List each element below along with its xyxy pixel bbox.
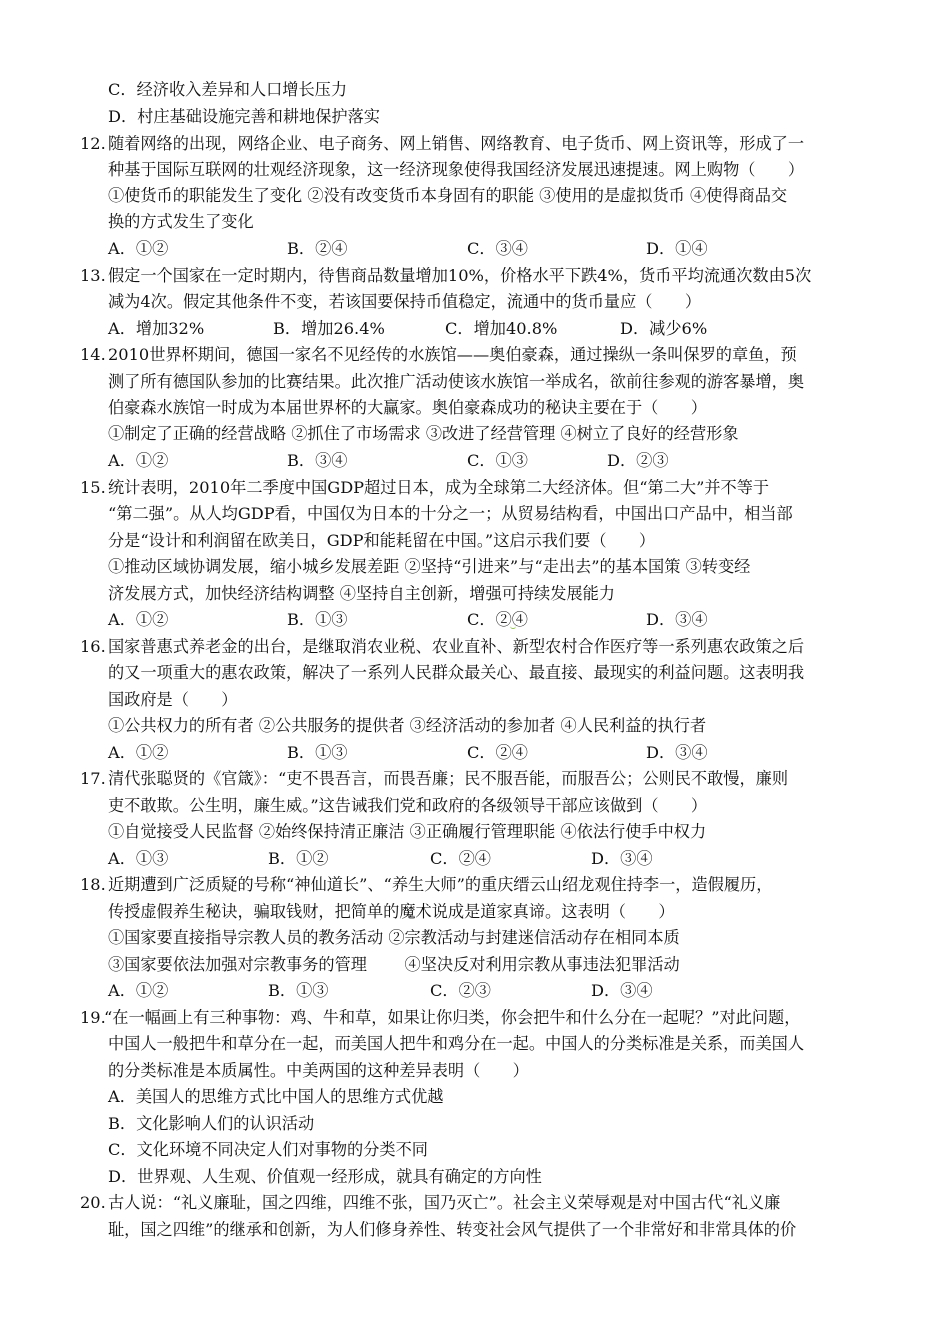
question-text: 测了所有德国队参加的比赛结果。此次推广活动使该水族馆一举成名，欲前往参观的游客暴增，奥: [108, 372, 805, 391]
option-a: A．增加32%: [108, 319, 205, 338]
question-statements: ①公共权力的所有者 ②公共服务的提供者 ③经济活动的参加者 ④人民利益的执行者: [108, 716, 707, 735]
question-number: 15.: [80, 478, 106, 497]
question-statements: ③国家要依法加强对宗教事务的管理 ④坚决反对利用宗教从事违法犯罪活动: [108, 955, 680, 974]
question-number: 12.: [80, 134, 106, 153]
question-text: 吏不敢欺。公生明，廉生威。”这告诫我们党和政府的各级领导干部应该做到（ ）: [108, 796, 708, 815]
option-c: C．①③: [467, 451, 528, 470]
question-text: 种基于国际互联网的壮观经济现象，这一经济现象使得我国经济发展迅速提速。网上购物（ ）: [108, 160, 805, 179]
question-number: 16.: [80, 637, 106, 656]
option-b: B．③④: [287, 451, 348, 470]
option-b: B．增加26.4%: [273, 319, 385, 338]
question-statements: 换的方式发生了变化: [108, 212, 254, 231]
option-b: B．文化影响人们的认识活动: [108, 1114, 315, 1133]
option-b: B．①③: [268, 981, 329, 1000]
question-text: 分是“设计和利润留在欧美日，GDP和能耗留在中国。”这启示我们要（ ）: [108, 531, 656, 550]
option-d: D．减少6%: [620, 319, 708, 338]
option-c: C．②④: [467, 610, 528, 629]
option-b: B．①③: [287, 610, 348, 629]
option-d: D．世界观、人生观、价值观一经形成，就具有确定的方向性: [108, 1167, 542, 1186]
question-text: 传授虚假养生秘诀，骗取钱财，把简单的魔术说成是道家真谛。这表明（ ）: [108, 902, 675, 921]
option-d: D．③④: [591, 981, 653, 1000]
question-number: 14.: [80, 345, 106, 364]
question-number: 20.: [80, 1193, 106, 1212]
question-text: 统计表明，2010年二季度中国GDP超过日本，成为全球第二大经济体。但“第二大”并不等于: [108, 478, 770, 497]
question-statements: 济发展方式，加快经济结构调整 ④坚持自主创新，增强可持续发展能力: [108, 584, 615, 603]
question-text: 耻，国之四维”的继承和创新，为人们修身养性、转变社会风气提供了一个非常好和非常具体的价: [108, 1220, 797, 1239]
question-text: 随着网络的出现，网络企业、电子商务、网上销售、网络教育、电子货币、网上资讯等，形成了一: [108, 134, 805, 153]
question-text: 国政府是（ ）: [108, 690, 238, 709]
question-text: 的分类标准是本质属性。中美两国的这种差异表明（ ）: [108, 1061, 529, 1080]
option-c: C．②④: [430, 849, 491, 868]
option-d: D．①④: [646, 239, 708, 258]
option-c: C．②③: [430, 981, 491, 1000]
question-text: 清代张聪贤的《官箴》：“吏不畏吾言，而畏吾廉；民不服吾能，而服吾公；公则民不敢慢，廉则: [108, 769, 789, 788]
option-a: A．①②: [108, 610, 169, 629]
option-b: B．①③: [287, 743, 348, 762]
question-statements: ①国家要直接指导宗教人员的教务活动 ②宗教活动与封建迷信活动存在相同本质: [108, 928, 680, 947]
question-number: 18.: [80, 875, 106, 894]
option-d: D．②③: [607, 451, 669, 470]
question-text: 中国人一般把牛和草分在一起，而美国人把牛和鸡分在一起。中国人的分类标准是关系，而美国人: [108, 1034, 805, 1053]
option-b: B．②④: [287, 239, 348, 258]
option-c: C．增加40.8%: [445, 319, 558, 338]
question-text: 2010世界杯期间，德国一家名不见经传的水族馆——奥伯豪森，通过操纵一条叫保罗的章鱼，预: [108, 345, 797, 364]
question-text: 伯豪森水族馆一时成为本届世界杯的大赢家。奥伯豪森成功的秘诀主要在于（ ）: [108, 398, 707, 417]
option-a: A．①②: [108, 239, 169, 258]
option-d: D．③④: [591, 849, 653, 868]
option-d: D．③④: [646, 743, 708, 762]
question-statements: ①制定了正确的经营战略 ②抓住了市场需求 ③改进了经营管理 ④树立了良好的经营形象: [108, 424, 739, 443]
option-a: A．①②: [108, 981, 169, 1000]
option-c: C．③④: [467, 239, 528, 258]
question-text: “在一幅画上有三种事物：鸡、牛和草，如果让你归类，你会把牛和什么分在一起呢？”对此问题，: [104, 1008, 801, 1027]
question-text: 减为4次。假定其他条件不变，若该国要保持币值稳定，流通中的货币量应（ ）: [108, 292, 702, 311]
question-text: 古人说：“礼义廉耻，国之四维，四维不张，国乃灭亡”。社会主义荣辱观是对中国古代“礼义廉: [108, 1193, 781, 1212]
question-statements: ①推动区域协调发展，缩小城乡发展差距 ②坚持“引进来”与“走出去”的基本国策 ③转变经: [108, 557, 751, 576]
option-c: C．②④: [467, 743, 528, 762]
option-a: A．①②: [108, 743, 169, 762]
option-c: C．文化环境不同决定人们对事物的分类不同: [108, 1140, 428, 1159]
question-text: 国家普惠式养老金的出台，是继取消农业税、农业直补、新型农村合作医疗等一系列惠农政策之后: [108, 637, 805, 656]
question-number: 17.: [80, 769, 106, 788]
question-text: 近期遭到广泛质疑的号称“神仙道长”、“养生大师”的重庆缙云山绍龙观住持李一，造假履历，: [108, 875, 773, 894]
question-number: 19.: [80, 1008, 106, 1027]
option-c: C．经济收入差异和人口增长压力: [108, 80, 348, 99]
option-d: D．村庄基础设施完善和耕地保护落实: [108, 107, 380, 126]
question-text: 假定一个国家在一定时期内，待售商品数量增加10%，价格水平下跌4%，货币平均流通次数由5次: [108, 266, 812, 285]
question-text: 的又一项重大的惠农政策，解决了一系列人民群众最关心、最直接、最现实的利益问题。这表明我: [108, 663, 805, 682]
question-text: “第二强”。从人均GDP看，中国仅为日本的十分之一；从贸易结构看，中国出口产品中，相当部: [108, 504, 793, 523]
option-d: D．③④: [646, 610, 708, 629]
question-statements: ①使货币的职能发生了变化 ②没有改变货币本身固有的职能 ③使用的是虚拟货币 ④使得商品交: [108, 186, 788, 205]
question-number: 13.: [80, 266, 106, 285]
option-a: A．①②: [108, 451, 169, 470]
question-statements: ①自觉接受人民监督 ②始终保持清正廉洁 ③正确履行管理职能 ④依法行使手中权力: [108, 822, 707, 841]
option-b: B．①②: [268, 849, 329, 868]
option-a: A．①③: [108, 849, 169, 868]
option-a: A．美国人的思维方式比中国人的思维方式优越: [108, 1087, 444, 1106]
